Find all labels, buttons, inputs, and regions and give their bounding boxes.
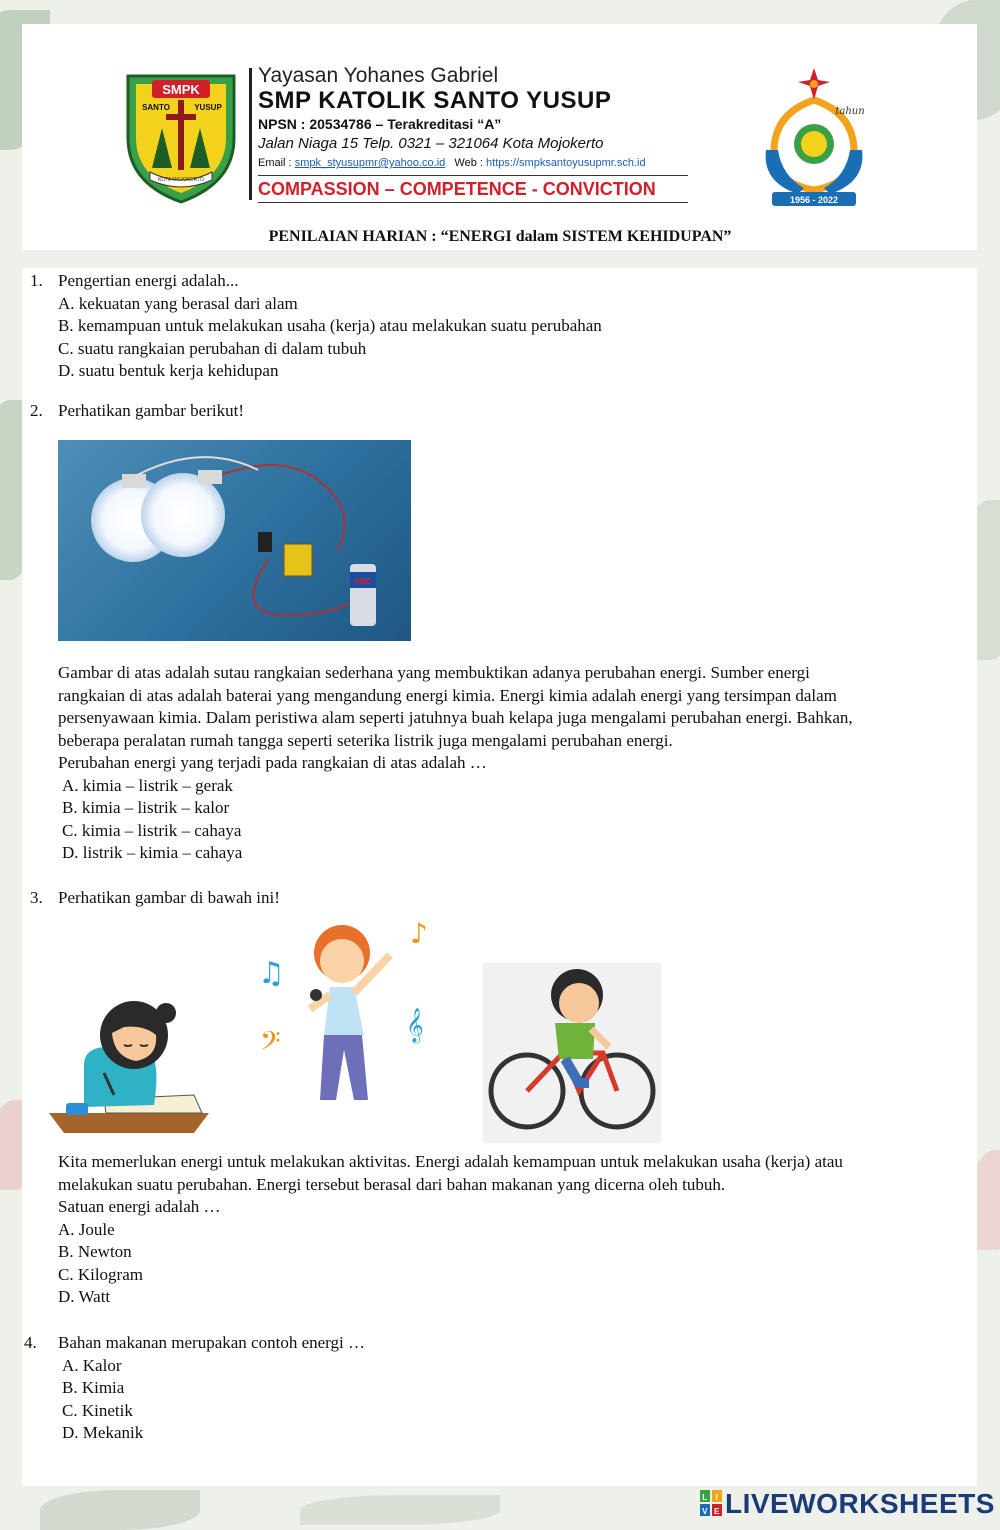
question-number: 3. <box>30 888 43 907</box>
question-1 <box>30 270 602 383</box>
question-2-passage <box>58 662 853 865</box>
question-number: 4. <box>24 1333 37 1352</box>
badge-letter: L <box>702 1493 708 1502</box>
crest-text: SMPK <box>162 82 200 97</box>
girl-studying-illustration <box>44 995 214 1135</box>
circuit-photo <box>58 440 411 641</box>
option-b[interactable]: B. kimia – listrik – kalor <box>62 798 230 817</box>
passage-line: Gambar di atas adalah sutau rangkaian sederhana yang membuktikan adanya perubahan energi. Sumber energi <box>58 663 810 682</box>
music-note-icon: ♫ <box>258 956 285 991</box>
option-c[interactable]: C. suatu rangkaian perubahan di dalam tubuh <box>58 338 367 358</box>
question-text: Bahan makanan merupakan contoh energi … <box>58 1333 365 1352</box>
anniversary-label: tahun <box>835 106 865 117</box>
question-3-passage <box>58 1151 843 1309</box>
school-name: SMP KATOLIK SANTO YUSUP <box>258 87 612 114</box>
badge-letter: I <box>715 1493 719 1502</box>
email-label: Email : <box>258 157 295 169</box>
crest-right-text: YUSUP <box>194 103 222 112</box>
school-address: Jalan Niaga 15 Telp. 0321 – 321064 Kota Mojokerto <box>258 135 604 152</box>
anniversary-logo <box>752 64 876 212</box>
option-c[interactable]: C. Kinetik <box>62 1400 133 1420</box>
option-c[interactable]: C. Kilogram <box>58 1264 143 1284</box>
treble-clef-icon: 𝄞 <box>406 1008 424 1043</box>
question-3 <box>30 887 280 910</box>
singing-boy-illustration <box>250 915 445 1115</box>
foundation-name: Yayasan Yohanes Gabriel <box>258 64 499 87</box>
crest-ribbon-text: KOTA MOJOKERTO <box>158 177 204 183</box>
badge-letter: E <box>714 1507 720 1516</box>
passage-line: rangkaian di atas adalah baterai yang mengandung energi kimia. Energi kimia adalah energi yang tersimpan dalam <box>58 685 837 705</box>
option-b[interactable]: B. Kimia <box>62 1378 125 1397</box>
option-d[interactable]: D. Watt <box>58 1287 111 1306</box>
question-text: Perhatikan gambar berikut! <box>58 401 244 420</box>
passage-line: beberapa peralatan rumah tangga seperti seterika listrik juga mengalami perubahan energi. <box>58 730 673 750</box>
option-a[interactable]: A. kekuatan yang berasal dari alam <box>58 293 298 313</box>
anniversary-years: 1956 - 2022 <box>789 195 839 205</box>
question-prompt: Satuan energi adalah … <box>58 1197 221 1216</box>
question-2 <box>30 400 244 423</box>
email-link[interactable]: smpk_styusupmr@yahoo.co.id <box>294 157 446 169</box>
option-b[interactable]: B. kemampuan untuk melakukan usaha (kerja) atau melakukan suatu perubahan <box>58 316 602 335</box>
circuit-illustration <box>58 440 411 641</box>
question-prompt: Perubahan energi yang terjadi pada rangkaian di atas adalah … <box>58 753 487 772</box>
option-b[interactable]: B. Newton <box>58 1242 132 1261</box>
boy-cycling-illustration <box>483 963 661 1143</box>
question-number: 1. <box>30 271 43 290</box>
option-a[interactable]: A. kimia – listrik – gerak <box>62 775 233 795</box>
school-identity <box>258 64 688 203</box>
option-a[interactable]: A. Joule <box>58 1219 115 1239</box>
question-number: 2. <box>30 401 43 420</box>
npsn-accreditation: NPSN : 20534786 – Terakreditasi “A” <box>258 116 502 132</box>
passage-line: Kita memerlukan energi untuk melakukan aktivitas. Energi adalah kemampuan untuk melakukan usaha (kerja) atau <box>58 1152 843 1171</box>
brand-name: LIVEWORKSHEETS <box>725 1488 995 1519</box>
option-c[interactable]: C. kimia – listrik – cahaya <box>62 820 242 840</box>
school-crest-logo <box>122 68 240 206</box>
option-d[interactable]: D. Mekanik <box>62 1423 144 1442</box>
question-text: Perhatikan gambar di bawah ini! <box>58 888 280 907</box>
liveworksheets-badge-icon <box>700 1490 722 1516</box>
passage-line: persenyawaan kimia. Dalam peristiwa alam seperti jatuhnya buah kelapa juga mengalami perubahan energi. Bahkan, <box>58 708 853 727</box>
website-link[interactable]: https://smpksantoyusupmr.sch.id <box>486 157 646 169</box>
document-title: PENILAIAN HARIAN : “ENERGI dalam SISTEM KEHIDUPAN” <box>268 228 732 245</box>
school-motto: COMPASSION – COMPETENCE - CONVICTION <box>258 175 688 203</box>
passage-line: melakukan suatu perubahan. Energi tersebut berasal dari bahan makanan yang dicerna oleh tubuh. <box>58 1174 726 1194</box>
badge-letter: V <box>702 1507 708 1516</box>
crest-left-text: SANTO <box>142 103 170 112</box>
option-d[interactable]: D. suatu bentuk kerja kehidupan <box>58 361 279 380</box>
school-contacts <box>258 154 688 172</box>
question-4 <box>24 1332 365 1445</box>
battery-label: ABC <box>354 577 372 586</box>
liveworksheets-brand[interactable] <box>700 1488 995 1520</box>
web-label: Web : <box>454 157 487 169</box>
question-text: Pengertian energi adalah... <box>58 271 239 290</box>
header-divider <box>249 68 252 200</box>
option-d[interactable]: D. listrik – kimia – cahaya <box>62 843 243 862</box>
music-note-icon: ♪ <box>410 917 428 950</box>
option-a[interactable]: A. Kalor <box>62 1355 122 1375</box>
bass-clef-icon: 𝄢 <box>260 1025 281 1063</box>
